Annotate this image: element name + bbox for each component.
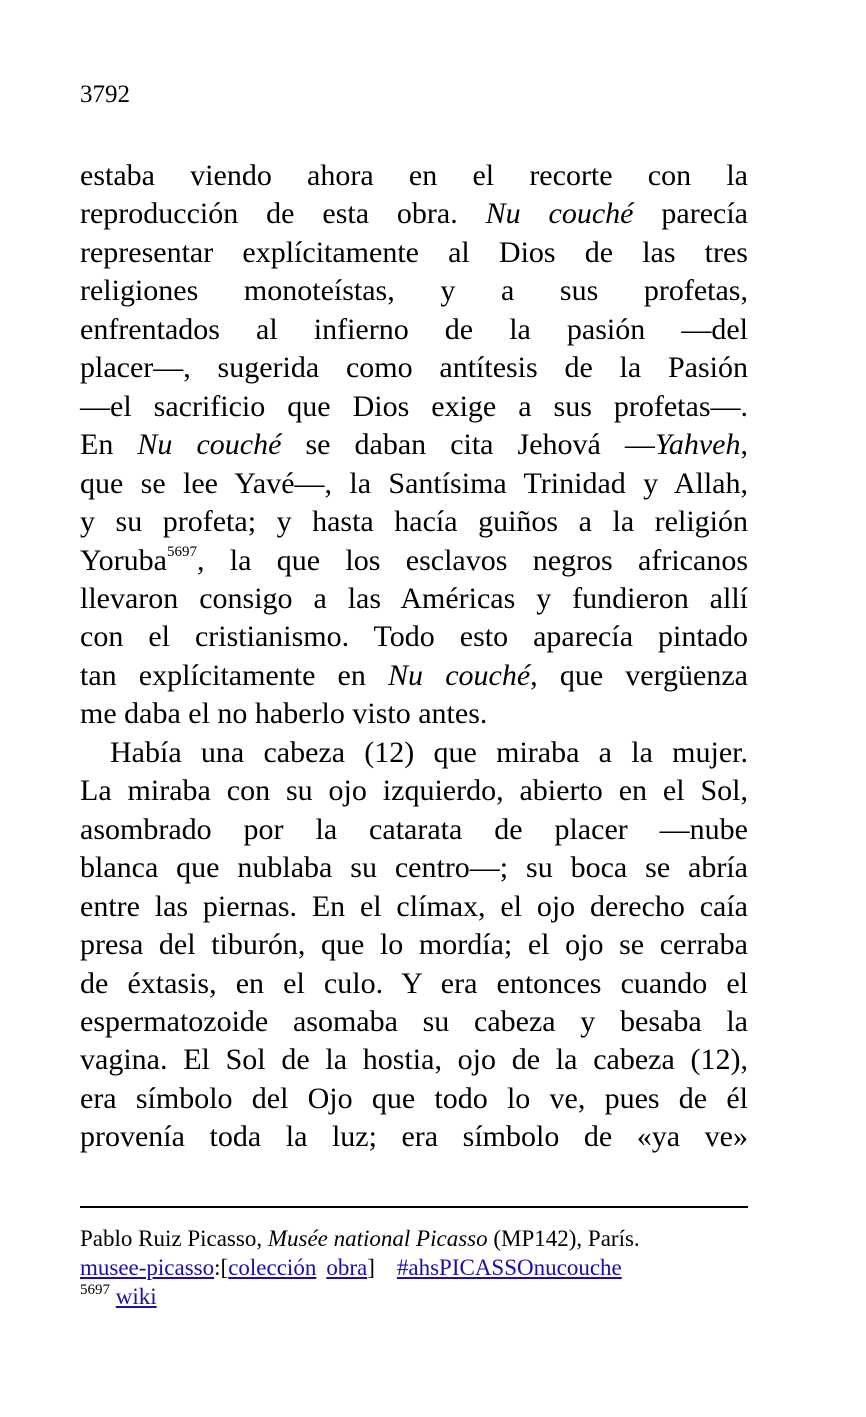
link-separator: :[ (214, 1255, 229, 1280)
link-hashtag[interactable]: #ahsPICASSOnucouche (396, 1255, 622, 1280)
text-line: La miraba con su ojo izquierdo, abierto en el Sol, (80, 774, 748, 808)
text-fragment: , la que los esclavos negros africanos (196, 543, 748, 577)
footnote-divider (80, 1206, 748, 1208)
link-musee-picasso[interactable]: musee-picasso (80, 1255, 215, 1280)
text-line: enfrentados al infierno de la pasión —del (80, 312, 748, 346)
footnote-5697 (80, 1282, 760, 1311)
text-fragment: Nu couché (137, 428, 282, 462)
text-fragment: se daban cita Jehová — (281, 428, 655, 462)
text-line: blanca que nublaba su centro—; su boca se abría (80, 851, 748, 885)
text-fragment: Yoruba (80, 543, 167, 577)
text-line: me daba el no haberlo visto antes. (80, 697, 488, 731)
text-fragment: , (740, 428, 748, 462)
image-credit (80, 1224, 760, 1253)
text-line: de éxtasis, en el culo. Y era entonces cuando el (80, 966, 748, 1000)
paragraph-1 (80, 157, 748, 734)
paragraph-2 (80, 734, 748, 1157)
text-line: religiones monoteístas, y a sus profetas, (80, 274, 748, 308)
text-fragment: Yahveh (654, 428, 741, 462)
link-wiki[interactable]: wiki (115, 1284, 157, 1309)
credit-text: Pablo Ruiz Picasso, (80, 1226, 268, 1251)
text-line: que se lee Yavé—, la Santísima Trinidad y Allah, (80, 466, 748, 500)
page-number: 3792 (80, 81, 130, 108)
text-fragment: 5697 (166, 543, 197, 560)
text-line: presa del tiburón, que lo mordía; el ojo se cerraba (80, 928, 748, 962)
text-line: vagina. El Sol de la hostia, ojo de la cabeza (12), (80, 1043, 748, 1077)
text-line (80, 542, 748, 580)
text-line: entre las piernas. En el clímax, el ojo derecho caía (80, 889, 748, 923)
credit-museum: Musée national Picasso (267, 1226, 488, 1251)
text-line: estaba viendo ahora en el recorte con la (80, 159, 748, 192)
link-obra[interactable]: obra (326, 1255, 368, 1280)
text-line: Había una cabeza (12) que miraba a la mujer. (110, 735, 748, 769)
text-line: y su profeta; y hasta hacía guiños a la religión (80, 505, 748, 539)
text-fragment: Nu couché (388, 658, 531, 692)
text-line: espermatozoide asomaba su cabeza y besaba la (80, 1004, 748, 1038)
text-line: con el cristianismo. Todo esto aparecía pintado (80, 620, 748, 654)
text-fragment: parecía (633, 197, 748, 231)
footnote-number: 5697 (80, 1282, 110, 1298)
text-fragment: tan explícitamente en (80, 658, 389, 692)
text-fragment: reproducción de esta obra. (80, 197, 486, 231)
link-coleccion[interactable]: colección (228, 1255, 317, 1280)
text-line (80, 657, 748, 695)
text-line: placer—, sugerida como antítesis de la Pasión (80, 351, 748, 385)
text-line: —el sacrificio que Dios exige a sus profetas—. (80, 389, 748, 423)
text-fragment: Nu couché (485, 197, 634, 231)
credit-links (80, 1253, 760, 1282)
text-line: provenía toda la luz; era símbolo de «ya ve» (80, 1120, 748, 1154)
footnote (80, 1224, 760, 1311)
text-line: representar explícitamente al Dios de las tres (80, 235, 748, 269)
link-close: ] (367, 1255, 375, 1280)
body-text (80, 157, 748, 1157)
text-line: llevaron consigo a las Américas y fundieron allí (80, 581, 748, 615)
text-line: era símbolo del Ojo que todo lo ve, pues de él (80, 1081, 748, 1115)
text-fragment: En (80, 428, 138, 462)
text-fragment: , que vergüenza (530, 658, 748, 692)
text-line (80, 426, 748, 464)
text-line (80, 195, 748, 233)
credit-suffix: (MP142), París. (487, 1226, 640, 1251)
text-line: asombrado por la catarata de placer —nube (80, 812, 748, 846)
